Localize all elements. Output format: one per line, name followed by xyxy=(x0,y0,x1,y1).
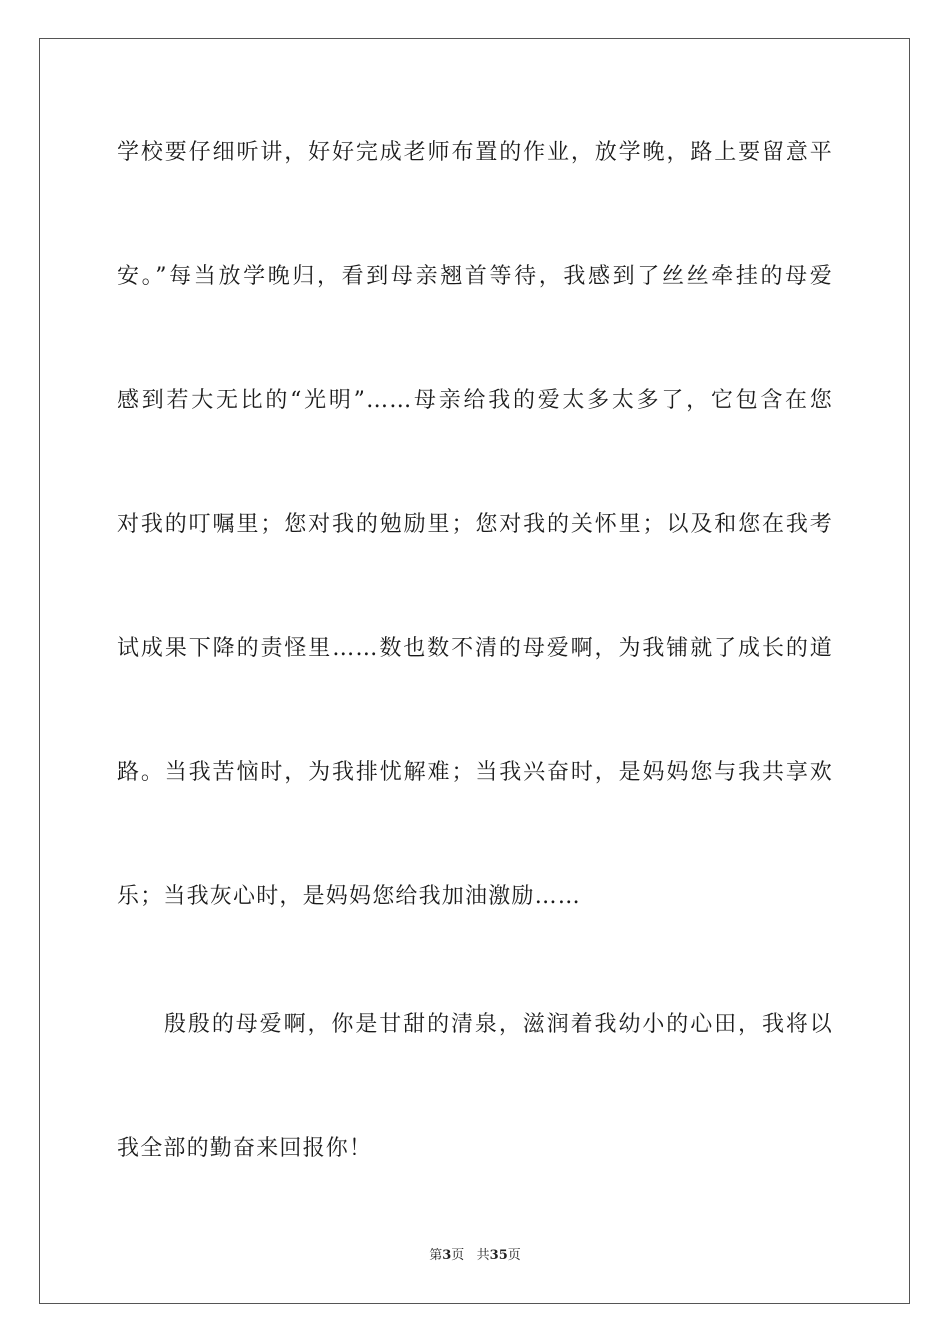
text-line-6: 路。当我苦恼时，为我排忧解难；当我兴奋时，是妈妈您与我共享欢 xyxy=(117,760,833,785)
text-line-5: 试成果下降的责怪里……数也数不清的母爱啊，为我铺就了成长的道 xyxy=(117,636,833,661)
page-footer xyxy=(0,1247,950,1265)
text-line-9: 我全部的勤奋来回报你！ xyxy=(117,1136,373,1161)
text-line-3: 感到若大无比的“光明”……母亲给我的爱太多太多了，它包含在您 xyxy=(117,388,833,413)
footer-total-pages: 35 xyxy=(489,1248,508,1263)
page-frame xyxy=(39,38,910,1304)
footer-prefix: 第 xyxy=(429,1248,443,1263)
footer-suffix: 页 xyxy=(507,1248,521,1263)
text-line-4: 对我的叮嘱里；您对我的勉励里；您对我的关怀里；以及和您在我考 xyxy=(117,512,833,537)
text-line-2: 安。”每当放学晚归，看到母亲翘首等待，我感到了丝丝牵挂的母爱 xyxy=(117,264,833,289)
footer-middle: 页 共 xyxy=(451,1248,490,1263)
footer-page-number: 3 xyxy=(442,1248,452,1263)
text-line-7: 乐；当我灰心时，是妈妈您给我加油激励…… xyxy=(117,884,582,909)
text-line-8: 殷殷的母爱啊，你是甘甜的清泉，滋润着我幼小的心田，我将以 xyxy=(164,1012,833,1037)
text-line-1: 学校要仔细听讲，好好完成老师布置的作业，放学晚，路上要留意平 xyxy=(117,140,833,165)
